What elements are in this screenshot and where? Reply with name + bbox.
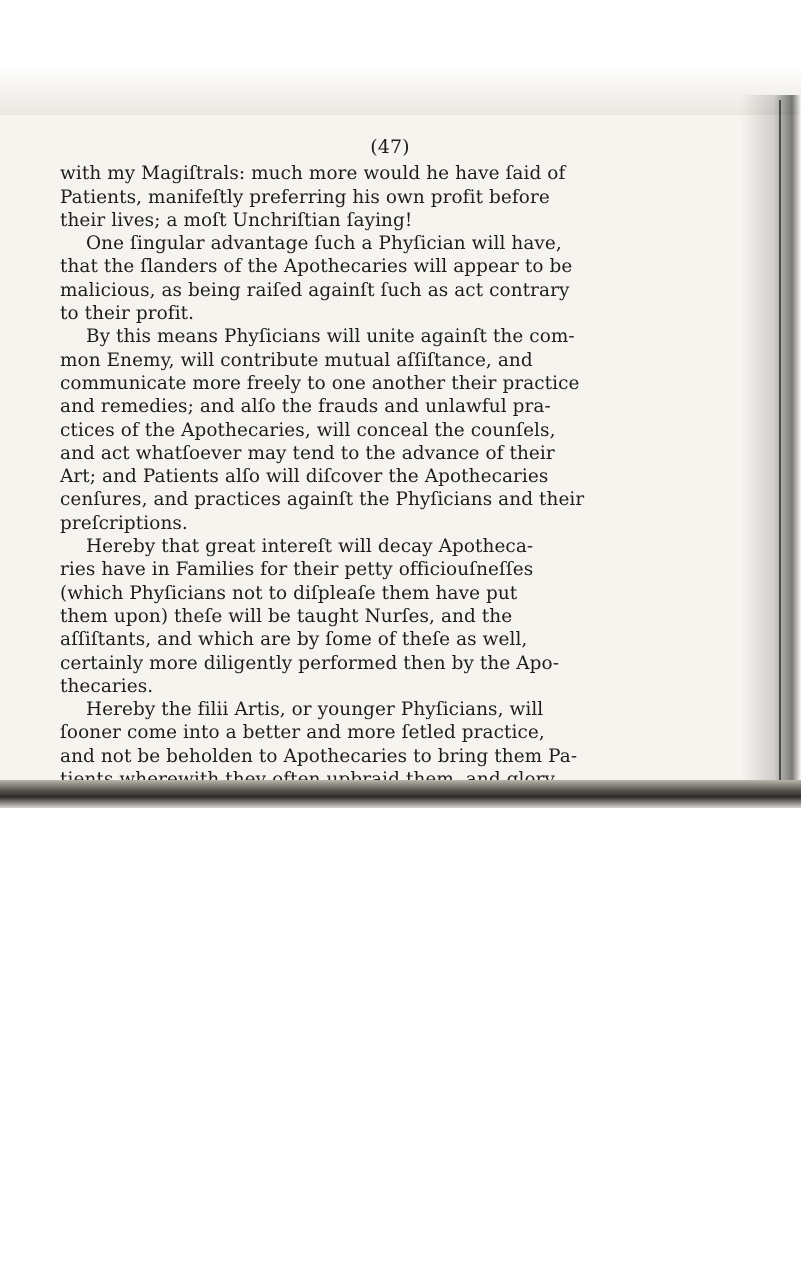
text-line: Hereby the filii Artis, or younger Phyſicians, will [86, 699, 544, 721]
text-line: cenſures, and practices againſt the Phyſicians and their [60, 489, 585, 511]
text-line: them upon) theſe will be taught Nurſes, and the [60, 605, 513, 627]
page-gutter-shadow [741, 95, 801, 795]
text-line: aſſiſtants, and which are by ſome of theſe as well, [60, 629, 528, 651]
scan-top-margin [0, 0, 801, 115]
text-line: mon Enemy, will contribute mutual aſſiſtance, and [60, 349, 533, 371]
text-line: Hereby that great intereſt will decay Apotheca- [86, 536, 534, 558]
text-line: and remedies; and alſo the frauds and unlawful pra- [60, 396, 551, 418]
text-line: One ſingular advantage ſuch a Phyſician will have, [86, 233, 562, 255]
text-line: ries have in Families for their petty officiouſneſſes [60, 559, 534, 581]
text-line: their lives; a moſt Unchriſtian ſaying! [60, 209, 413, 231]
page-number: (47) [370, 136, 410, 158]
text-line: communicate more freely to one another their practice [60, 372, 580, 394]
text-line: malicious, as being raiſed againſt ſuch as act contrary [60, 279, 570, 301]
text-line: preſcriptions. [60, 512, 188, 534]
page-bottom-edge [0, 780, 801, 808]
text-line: ſooner come into a better and more ſetled practice, [60, 722, 545, 744]
text-line: to their profit. [60, 303, 195, 325]
text-line: Patients, manifeſtly preferring his own profit before [60, 186, 550, 208]
text-line: and act whatſoever may tend to the advance of their [60, 442, 555, 464]
text-line: with my Magiſtrals: much more would he have ſaid of [60, 163, 566, 185]
page-edge-line [779, 100, 781, 790]
text-line: certainly more diligently performed then by the Apo- [60, 652, 560, 674]
text-line: (which Phyſicians not to diſpleaſe them have put [60, 582, 518, 604]
text-line: and not be beholden to Apothecaries to bring them Pa- [60, 745, 578, 767]
text-line: By this means Phyſicians will unite againſt the com- [86, 326, 575, 348]
text-line: thecaries. [60, 675, 154, 697]
text-line: ctices of the Apothecaries, will conceal the counſels, [60, 419, 556, 441]
blank-scan-area [0, 808, 801, 1261]
text-line: that the ſlanders of the Apothecaries will appear to be [60, 256, 573, 278]
text-line: Art; and Patients alſo will diſcover the Apothecaries [60, 466, 549, 488]
